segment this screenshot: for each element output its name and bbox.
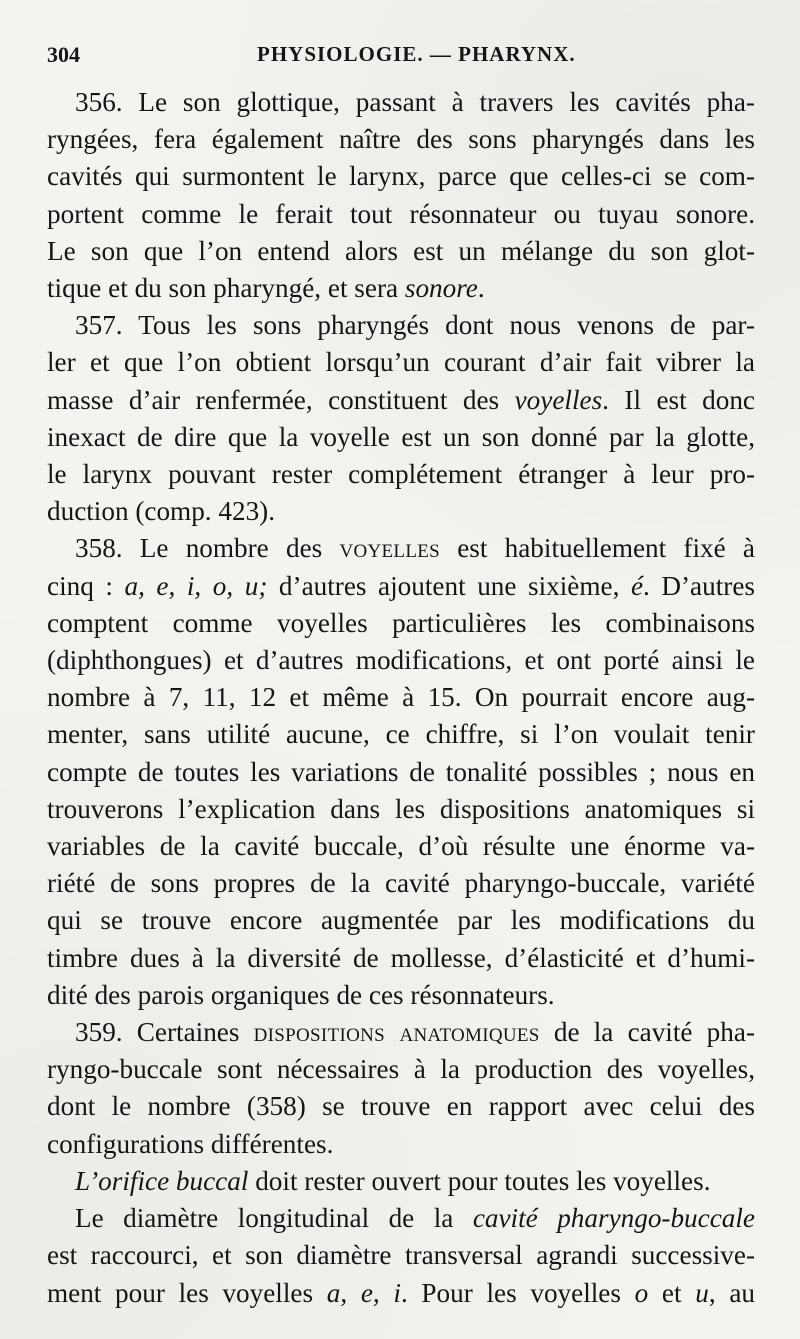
text-line: Le son que l’on entend alors est un mélange du son glot- [47, 235, 755, 266]
text-line: nombre à 7, 11, 12 et même à 15. On pourrait encore aug- [47, 682, 755, 713]
text-line: comptent comme voyelles particulières les combinaisons [47, 607, 755, 638]
italic-term: L’orifice buccal [75, 1165, 249, 1196]
text-line: configurations différentes. [47, 1128, 334, 1159]
text-line [47, 1014, 755, 1051]
italic-term: cavité pharyngo-buccale [472, 1203, 756, 1234]
text-line: dont le nombre (358) se trouve en rapport avec celui des [47, 1091, 755, 1122]
line-text: , au [708, 1277, 755, 1308]
paragraph-358 [47, 530, 755, 1014]
line-text: . D’autres [643, 570, 755, 601]
text-line: dité des parois organiques de ces résonnateurs. [47, 979, 555, 1010]
line-text: . Il est donc [602, 384, 755, 415]
text-line: portent comme le ferait tout résonnateur ou tuyau sonore. [47, 198, 755, 229]
italic-term: a, e, i [326, 1277, 401, 1308]
text-line [47, 307, 755, 344]
text-line: inexact de dire que la voyelle est un son donné par la glotte, [47, 421, 755, 452]
text-line [47, 1200, 755, 1237]
text-line [47, 270, 755, 307]
line-text: Le son glottique, passant à travers les cavités pha- [122, 87, 755, 117]
italic-term: a, e, i, o, u; [124, 570, 268, 601]
line-text: Le nombre des [122, 533, 340, 564]
line-text: . [477, 273, 485, 304]
line-text: doit rester ouvert pour toutes les voyelles. [248, 1165, 711, 1196]
page-header [47, 42, 755, 72]
line-text: d’autres ajoutent une sixième, [267, 570, 631, 601]
text-line: menter, sans utilité aucune, ce chiffre, si l’on voulait tenir [47, 719, 755, 750]
paragraph-diametre [47, 1200, 755, 1312]
text-line: (diphthongues) et d’autres modifications, et ont porté ainsi le [47, 645, 755, 676]
line-text: Tous les sons pharyngés dont nous venons de par- [122, 310, 755, 341]
text-line [47, 84, 755, 121]
italic-term: voyelles [514, 384, 603, 415]
text-line: cavités qui surmontent le larynx, parce que celles-ci se com- [47, 161, 755, 192]
small-caps-term: dispositions anatomiques [253, 1017, 540, 1048]
text-line: duction (comp. 423). [47, 496, 276, 527]
line-text: et [648, 1277, 696, 1308]
paragraph-357 [47, 307, 755, 530]
line-text: masse d’air renfermée, constituent des [47, 384, 515, 415]
text-line: trouverons l’explication dans les dispositions anatomiques si [47, 793, 755, 824]
section-number: 356. [75, 87, 123, 117]
small-caps-term: voyelles [339, 533, 440, 564]
body-text [47, 84, 755, 1312]
italic-term: u [695, 1277, 709, 1308]
text-line [47, 1275, 755, 1312]
text-line [47, 382, 755, 419]
line-text: tique et du son pharyngé, et sera [47, 273, 405, 304]
section-number: 358. [75, 533, 123, 564]
text-line: ryngo-buccale sont nécessaires à la production des voyelles, [47, 1054, 755, 1085]
section-number: 359. [75, 1017, 123, 1048]
text-line: le larynx pouvant rester complétement étranger à leur pro- [47, 459, 755, 490]
line-text: . Pour les voyelles [400, 1277, 635, 1308]
text-line [47, 530, 755, 567]
text-line: timbre dues à la diversité de mollesse, d’élasticité et d’humi- [47, 942, 755, 973]
running-head: PHYSIOLOGIE. — PHARYNX. [257, 42, 576, 66]
page-number: 304 [47, 42, 80, 67]
text-line: ryngées, fera également naître des sons pharyngés dans les [47, 124, 755, 155]
section-number: 357. [75, 310, 123, 341]
text-line [47, 1163, 755, 1200]
text-line: est raccourci, et son diamètre transversal agrandi successive- [47, 1240, 755, 1271]
text-line [47, 568, 755, 605]
paragraph-356 [47, 84, 755, 307]
italic-term: sonore [404, 273, 478, 304]
line-text: ment pour les voyelles [47, 1277, 327, 1308]
text-line: riété de sons propres de la cavité pharyngo-buccale, variété [47, 868, 755, 899]
text-line: compte de toutes les variations de tonalité possibles ; nous en [47, 756, 755, 787]
line-text: Le diamètre longitudinal de la [75, 1203, 473, 1234]
line-text: de la cavité pha- [539, 1017, 755, 1048]
text-line: ler et que l’on obtient lorsqu’un courant d’air fait vibrer la [47, 347, 755, 378]
line-text: est habituellement fixé à [440, 533, 755, 564]
line-text: cinq : [47, 570, 125, 601]
line-text: Certaines [122, 1017, 254, 1048]
paragraph-359 [47, 1014, 755, 1163]
italic-term: o [634, 1277, 649, 1308]
text-line: variables de la cavité buccale, d’où résulte une énorme va- [47, 831, 755, 862]
text-line: qui se trouve encore augmentée par les modifications du [47, 905, 755, 936]
paragraph-orifice [47, 1163, 755, 1200]
italic-term: é [630, 570, 644, 601]
